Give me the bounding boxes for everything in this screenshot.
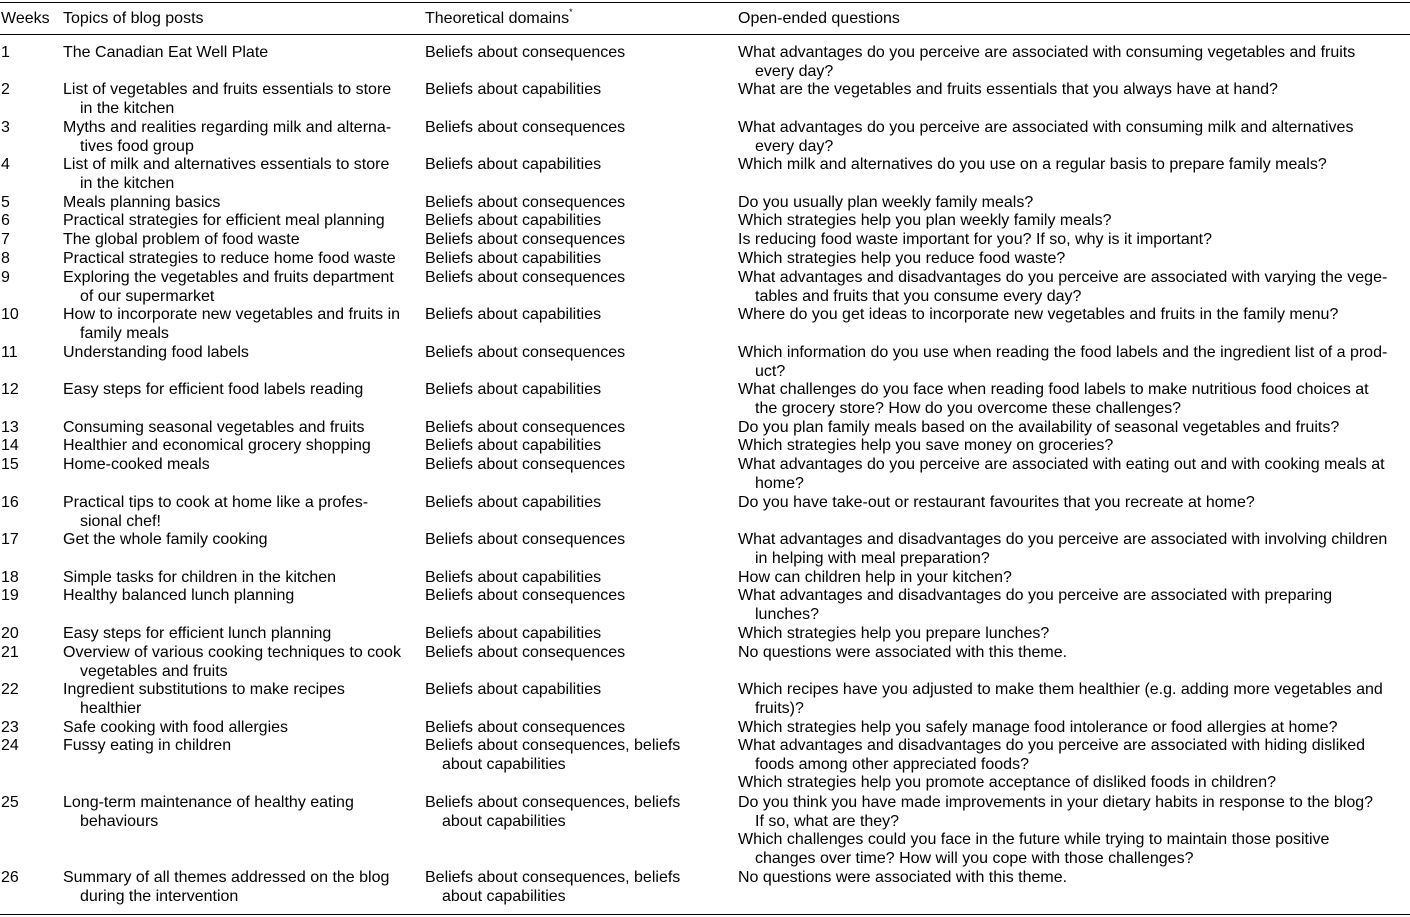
domain-cell — [425, 587, 730, 606]
question-line: What advantages and disadvantages do you perceive are associated with varying the vege- — [738, 269, 1388, 286]
domain-cell — [425, 681, 730, 700]
topic-cell-line: Meals planning basics — [63, 194, 221, 211]
topic-cell — [63, 587, 418, 606]
week-number: 10 — [1, 306, 19, 323]
questions-cell — [738, 587, 1410, 624]
topic-cell — [63, 794, 418, 831]
topic-cell-line: Exploring the vegetables and fruits department — [63, 269, 394, 286]
domain-cell — [425, 737, 730, 774]
domain-cell — [425, 212, 730, 231]
question-line: What advantages and disadvantages do you perceive are associated with involving children — [738, 531, 1388, 548]
domain-cell-line: Beliefs about consequences, beliefs — [425, 869, 681, 886]
week-number: 19 — [1, 587, 19, 604]
question-line: foods among other appreciated foods? — [755, 755, 1029, 773]
topic-cell — [63, 381, 418, 400]
questions-cell — [738, 250, 1410, 269]
domain-cell — [425, 494, 730, 513]
topic-cell-line: Overview of various cooking techniques to cook — [63, 644, 401, 661]
topic-cell — [63, 231, 418, 250]
topic-cell-line: Safe cooking with food allergies — [63, 719, 289, 736]
questions-cell — [738, 794, 1410, 869]
questions-cell — [738, 81, 1410, 100]
questions-cell — [738, 344, 1410, 381]
domain-cell-line: Beliefs about consequences — [425, 644, 626, 661]
domain-cell-line: Beliefs about capabilities — [425, 494, 602, 511]
question-line: Do you think you have made improvements in your dietary habits in response to the blog? — [738, 794, 1374, 811]
week-number: 5 — [1, 194, 10, 211]
header-rule — [0, 34, 1410, 35]
header-topics: Topics of blog posts — [63, 10, 204, 27]
questions-cell — [738, 269, 1410, 306]
week-number: 20 — [1, 625, 19, 642]
domain-cell — [425, 81, 730, 100]
topic-cell-line: in the kitchen — [80, 174, 175, 192]
topic-cell — [63, 81, 418, 118]
topic-cell-line: during the intervention — [80, 887, 239, 905]
topic-cell-line: Understanding food labels — [63, 344, 249, 361]
questions-cell — [738, 494, 1410, 513]
topic-cell-line: List of milk and alternatives essentials to store — [63, 156, 390, 173]
questions-cell — [738, 719, 1410, 738]
domain-cell-line: Beliefs about capabilities — [425, 569, 602, 586]
domain-cell — [425, 719, 730, 738]
week-number: 13 — [1, 419, 19, 436]
topic-cell-line: Healthy balanced lunch planning — [63, 587, 295, 604]
questions-cell — [738, 869, 1410, 888]
domain-cell-line: Beliefs about consequences — [425, 194, 626, 211]
topic-cell — [63, 119, 418, 156]
topic-cell-line: The global problem of food waste — [63, 231, 300, 248]
domain-cell-line: Beliefs about capabilities — [425, 81, 602, 98]
topic-cell-line: Fussy eating in children — [63, 737, 232, 754]
domain-cell — [425, 644, 730, 663]
topic-cell — [63, 419, 418, 438]
questions-cell — [738, 419, 1410, 438]
domain-cell-line: Beliefs about consequences — [425, 231, 626, 248]
week-number: 18 — [1, 569, 19, 586]
question-line: Do you usually plan weekly family meals? — [738, 194, 1034, 211]
domain-cell — [425, 44, 730, 63]
question-line: No questions were associated with this theme. — [738, 644, 1068, 661]
domain-cell — [425, 381, 730, 400]
topic-cell-line: family meals — [80, 324, 169, 342]
domain-cell — [425, 344, 730, 363]
topic-cell-line: Home-cooked meals — [63, 456, 210, 473]
topic-cell-line: Easy steps for efficient food labels reading — [63, 381, 364, 398]
domain-cell-line: Beliefs about consequences — [425, 419, 626, 436]
domain-cell-line: Beliefs about consequences — [425, 119, 626, 136]
domain-cell-line: Beliefs about capabilities — [425, 681, 602, 698]
question-line: Which strategies help you promote acceptance of disliked foods in children? — [738, 774, 1277, 792]
topic-cell-line: Practical strategies to reduce home food waste — [63, 250, 396, 267]
domain-cell — [425, 794, 730, 831]
questions-cell — [738, 737, 1410, 793]
question-line: What are the vegetables and fruits essentials that you always have at hand? — [738, 81, 1278, 98]
topic-cell-line: Consuming seasonal vegetables and fruits — [63, 419, 365, 436]
topic-cell-line: of our supermarket — [80, 287, 215, 305]
domain-cell-line: Beliefs about consequences — [425, 44, 626, 61]
week-number: 12 — [1, 381, 19, 398]
top-rule — [0, 2, 1410, 3]
question-line: in helping with meal preparation? — [755, 549, 990, 567]
questions-cell — [738, 156, 1410, 175]
topic-cell — [63, 681, 418, 718]
domain-cell — [425, 456, 730, 475]
question-line: fruits)? — [755, 699, 804, 717]
week-number: 11 — [1, 344, 18, 361]
questions-cell — [738, 194, 1410, 213]
topic-cell-line: Long-term maintenance of healthy eating — [63, 794, 354, 811]
topic-cell — [63, 344, 418, 363]
question-line: home? — [755, 474, 804, 492]
week-number: 25 — [1, 794, 19, 811]
week-number: 15 — [1, 456, 19, 473]
domain-cell — [425, 625, 730, 644]
question-line: Which strategies help you reduce food waste? — [738, 250, 1066, 267]
topic-cell — [63, 644, 418, 681]
questions-cell — [738, 681, 1410, 718]
week-number: 23 — [1, 719, 19, 736]
questions-cell — [738, 569, 1410, 588]
question-line: Which strategies help you prepare lunches? — [738, 625, 1050, 642]
topic-cell — [63, 156, 418, 193]
topic-cell-line: Summary of all themes addressed on the blog — [63, 869, 390, 886]
topic-cell — [63, 456, 418, 475]
domain-cell-line: Beliefs about consequences — [425, 587, 626, 604]
domain-cell — [425, 250, 730, 269]
topic-cell — [63, 212, 418, 231]
question-line: changes over time? How will you cope with those challenges? — [755, 850, 1194, 868]
week-number: 17 — [1, 531, 19, 548]
topic-cell — [63, 869, 418, 906]
domain-cell-line: Beliefs about capabilities — [425, 250, 602, 267]
question-line: Which strategies help you save money on groceries? — [738, 437, 1114, 454]
question-line: lunches? — [755, 605, 820, 623]
question-line: every day? — [755, 137, 834, 155]
domain-cell — [425, 119, 730, 138]
header-weeks: Weeks — [1, 10, 50, 27]
question-line: Which recipes have you adjusted to make them healthier (e.g. adding more vegetables and — [738, 681, 1383, 698]
topic-cell — [63, 569, 418, 588]
domain-cell — [425, 437, 730, 456]
week-number: 24 — [1, 737, 19, 754]
questions-cell — [738, 456, 1410, 493]
question-line: What challenges do you face when reading food labels to make nutritious food choices at — [738, 381, 1369, 398]
topic-cell — [63, 269, 418, 306]
topic-cell — [63, 719, 418, 738]
topic-cell — [63, 306, 418, 343]
week-number: 7 — [1, 231, 10, 248]
topic-cell — [63, 44, 418, 63]
questions-cell — [738, 119, 1410, 156]
week-number: 22 — [1, 681, 19, 698]
topic-cell-line: How to incorporate new vegetables and fruits in — [63, 306, 401, 323]
question-line: What advantages do you perceive are associated with consuming milk and alternatives — [738, 119, 1354, 136]
topic-cell-line: healthier — [80, 699, 142, 717]
question-line: uct? — [755, 362, 786, 380]
topic-cell — [63, 625, 418, 644]
week-number: 16 — [1, 494, 19, 511]
domain-cell-line: Beliefs about capabilities — [425, 625, 602, 642]
question-line: What advantages do you perceive are associated with consuming vegetables and fruits — [738, 44, 1356, 61]
domain-cell — [425, 231, 730, 250]
question-line: What advantages and disadvantages do you perceive are associated with preparing — [738, 587, 1333, 604]
week-number: 14 — [1, 437, 19, 454]
questions-cell — [738, 644, 1410, 663]
topic-cell-line: List of vegetables and fruits essentials to store — [63, 81, 392, 98]
question-line: What advantages do you perceive are associated with eating out and with cooking meals at — [738, 456, 1385, 473]
week-number: 3 — [1, 119, 10, 136]
question-line: How can children help in your kitchen? — [738, 569, 1012, 586]
domain-cell-line: Beliefs about consequences — [425, 719, 626, 736]
domain-cell — [425, 569, 730, 588]
week-number: 4 — [1, 156, 10, 173]
domain-cell-line: Beliefs about consequences — [425, 269, 626, 286]
header-questions: Open-ended questions — [738, 10, 900, 27]
week-number: 2 — [1, 81, 10, 98]
topic-cell-line: Practical strategies for efficient meal planning — [63, 212, 385, 229]
domain-cell-line: Beliefs about capabilities — [425, 306, 602, 323]
week-number: 8 — [1, 250, 10, 267]
topic-cell-line: vegetables and fruits — [80, 662, 228, 680]
questions-cell — [738, 437, 1410, 456]
domain-cell — [425, 194, 730, 213]
questions-cell — [738, 306, 1410, 325]
week-number: 6 — [1, 212, 10, 229]
domain-cell-line: about capabilities — [442, 812, 566, 830]
question-line: Which milk and alternatives do you use on a regular basis to prepare family meals? — [738, 156, 1327, 173]
question-line: Which challenges could you face in the future while trying to maintain those positive — [738, 831, 1330, 849]
topic-cell-line: The Canadian Eat Well Plate — [63, 44, 269, 61]
domain-cell-line: about capabilities — [442, 755, 566, 773]
topic-cell-line: behaviours — [80, 812, 159, 830]
domain-cell-line: Beliefs about capabilities — [425, 156, 602, 173]
question-line: No questions were associated with this theme. — [738, 869, 1068, 886]
topic-cell — [63, 737, 418, 756]
question-line: Do you have take-out or restaurant favourites that you recreate at home? — [738, 494, 1255, 511]
domain-cell-line: Beliefs about consequences, beliefs — [425, 737, 681, 754]
topic-cell-line: sional chef! — [80, 512, 161, 530]
header-domains: Theoretical domains* — [425, 6, 573, 27]
domain-cell-line: Beliefs about capabilities — [425, 381, 602, 398]
domain-cell-line: about capabilities — [442, 887, 566, 905]
question-line: every day? — [755, 62, 834, 80]
week-number: 9 — [1, 269, 10, 286]
question-line: Which strategies help you plan weekly family meals? — [738, 212, 1112, 229]
question-line: If so, what are they? — [755, 812, 900, 830]
domain-cell-line: Beliefs about capabilities — [425, 437, 602, 454]
questions-cell — [738, 44, 1410, 81]
topic-cell — [63, 250, 418, 269]
topic-cell — [63, 194, 418, 213]
domain-cell — [425, 419, 730, 438]
domain-cell-line: Beliefs about capabilities — [425, 212, 602, 229]
domain-cell — [425, 306, 730, 325]
question-line: Where do you get ideas to incorporate new vegetables and fruits in the family menu? — [738, 306, 1339, 323]
week-number: 26 — [1, 869, 19, 886]
topic-cell — [63, 437, 418, 456]
topic-cell-line: Get the whole family cooking — [63, 531, 268, 548]
week-number: 1 — [1, 44, 10, 61]
topic-cell-line: Myths and realities regarding milk and alterna- — [63, 119, 392, 136]
topic-cell — [63, 531, 418, 550]
topic-cell-line: in the kitchen — [80, 99, 175, 117]
question-line: Do you plan family meals based on the availability of seasonal vegetables and fruits? — [738, 419, 1340, 436]
question-line: Which information do you use when reading the food labels and the ingredient list of a prod- — [738, 344, 1388, 361]
domain-cell — [425, 156, 730, 175]
question-line: tables and fruits that you consume every day? — [755, 287, 1082, 305]
question-line: What advantages and disadvantages do you perceive are associated with hiding disliked — [738, 737, 1366, 754]
domain-cell — [425, 531, 730, 550]
domain-cell — [425, 869, 730, 906]
questions-cell — [738, 381, 1410, 418]
topic-cell-line: Ingredient substitutions to make recipes — [63, 681, 345, 698]
topic-cell-line: tives food group — [80, 137, 194, 155]
questions-cell — [738, 231, 1410, 250]
questions-cell — [738, 212, 1410, 231]
domain-cell-line: Beliefs about consequences — [425, 531, 626, 548]
topic-cell-line: Practical tips to cook at home like a profes- — [63, 494, 369, 511]
header-domains-footnote-marker: * — [569, 6, 573, 17]
questions-cell — [738, 625, 1410, 644]
question-line: the grocery store? How do you overcome these challenges? — [755, 399, 1182, 417]
table-header — [0, 6, 1410, 32]
domain-cell — [425, 269, 730, 288]
week-number: 21 — [1, 644, 19, 661]
questions-cell — [738, 531, 1410, 568]
bottom-rule — [0, 914, 1410, 915]
domain-cell-line: Beliefs about consequences — [425, 456, 626, 473]
topic-cell — [63, 494, 418, 531]
topic-cell-line: Simple tasks for children in the kitchen — [63, 569, 337, 586]
topic-cell-line: Healthier and economical grocery shopping — [63, 437, 371, 454]
domain-cell-line: Beliefs about consequences — [425, 344, 626, 361]
question-line: Which strategies help you safely manage food intolerance or food allergies at home? — [738, 719, 1338, 736]
topic-cell-line: Easy steps for efficient lunch planning — [63, 625, 332, 642]
domain-cell-line: Beliefs about consequences, beliefs — [425, 794, 681, 811]
question-line: Is reducing food waste important for you? If so, why is it important? — [738, 231, 1212, 248]
